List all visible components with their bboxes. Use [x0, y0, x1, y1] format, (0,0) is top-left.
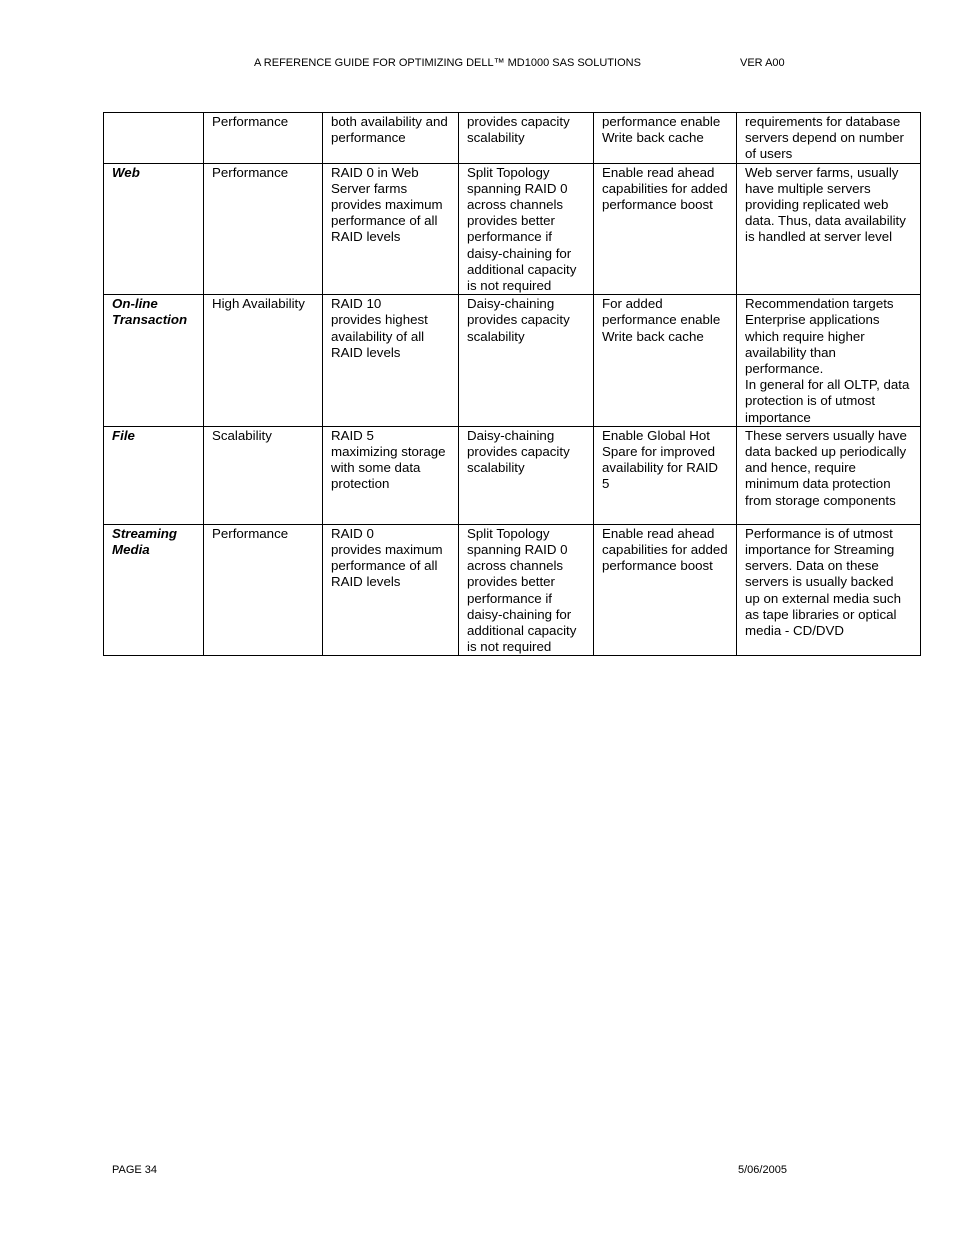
table-row [104, 524, 921, 656]
settings-cell: Enable read ahead capabilities for added performance boost [594, 163, 737, 295]
notes-cell: requirements for database servers depend on number of users [737, 113, 921, 164]
priority-cell: Scalability [204, 426, 323, 524]
table-row [104, 113, 921, 164]
document-date: 5/06/2005 [738, 1164, 787, 1176]
application-cell: File [104, 426, 204, 524]
page-footer [0, 1164, 954, 1178]
application-cell: On-line Transaction [104, 295, 204, 427]
raid-level-cell: RAID 0 provides maximum performance of all RAID levels [323, 524, 459, 656]
page-number: PAGE 34 [112, 1164, 158, 1176]
priority-cell: Performance [204, 524, 323, 656]
notes-cell: Recommendation targets Enterprise applications which require higher availability than performance. In general for all OLTP, data protection is of utmost importance [737, 295, 921, 427]
application-cell: Web [104, 163, 204, 295]
document-title: A REFERENCE GUIDE FOR OPTIMIZING DELL™ MD1000 SAS SOLUTIONS [254, 57, 641, 69]
raid-level-cell: RAID 0 in Web Server farms provides maximum performance of all RAID levels [323, 163, 459, 295]
topology-cell: Daisy-chaining provides capacity scalability [459, 426, 594, 524]
priority-cell: High Availability [204, 295, 323, 427]
page-header [0, 57, 954, 71]
raid-level-cell: RAID 5 maximizing storage with some data protection [323, 426, 459, 524]
table-row [104, 295, 921, 427]
topology-cell: Split Topology spanning RAID 0 across channels provides better performance if daisy-chaining for additional capacity is not required [459, 524, 594, 656]
notes-cell: Web server farms, usually have multiple servers providing replicated web data. Thus, data availability is handled at server level [737, 163, 921, 295]
priority-cell: Performance [204, 163, 323, 295]
application-cell [104, 113, 204, 164]
raid-level-cell: both availability and performance [323, 113, 459, 164]
application-cell: Streaming Media [104, 524, 204, 656]
priority-cell: Performance [204, 113, 323, 164]
table-row [104, 163, 921, 295]
settings-cell: Enable read ahead capabilities for added performance boost [594, 524, 737, 656]
topology-cell: Split Topology spanning RAID 0 across channels provides better performance if daisy-chaining for additional capacity is not required [459, 163, 594, 295]
topology-cell: provides capacity scalability [459, 113, 594, 164]
raid-level-cell: RAID 10 provides highest availability of all RAID levels [323, 295, 459, 427]
table-row [104, 426, 921, 524]
settings-cell: Enable Global Hot Spare for improved availability for RAID 5 [594, 426, 737, 524]
document-version: VER A00 [740, 57, 785, 69]
topology-cell: Daisy-chaining provides capacity scalability [459, 295, 594, 427]
notes-cell: Performance is of utmost importance for Streaming servers. Data on these servers is usually backed up on external media such as tape libraries or optical media - CD/DVD [737, 524, 921, 656]
notes-cell: These servers usually have data backed up periodically and hence, require minimum data protection from storage components [737, 426, 921, 524]
settings-cell: For added performance enable Write back cache [594, 295, 737, 427]
settings-cell: performance enable Write back cache [594, 113, 737, 164]
workload-recommendation-table [103, 112, 921, 656]
